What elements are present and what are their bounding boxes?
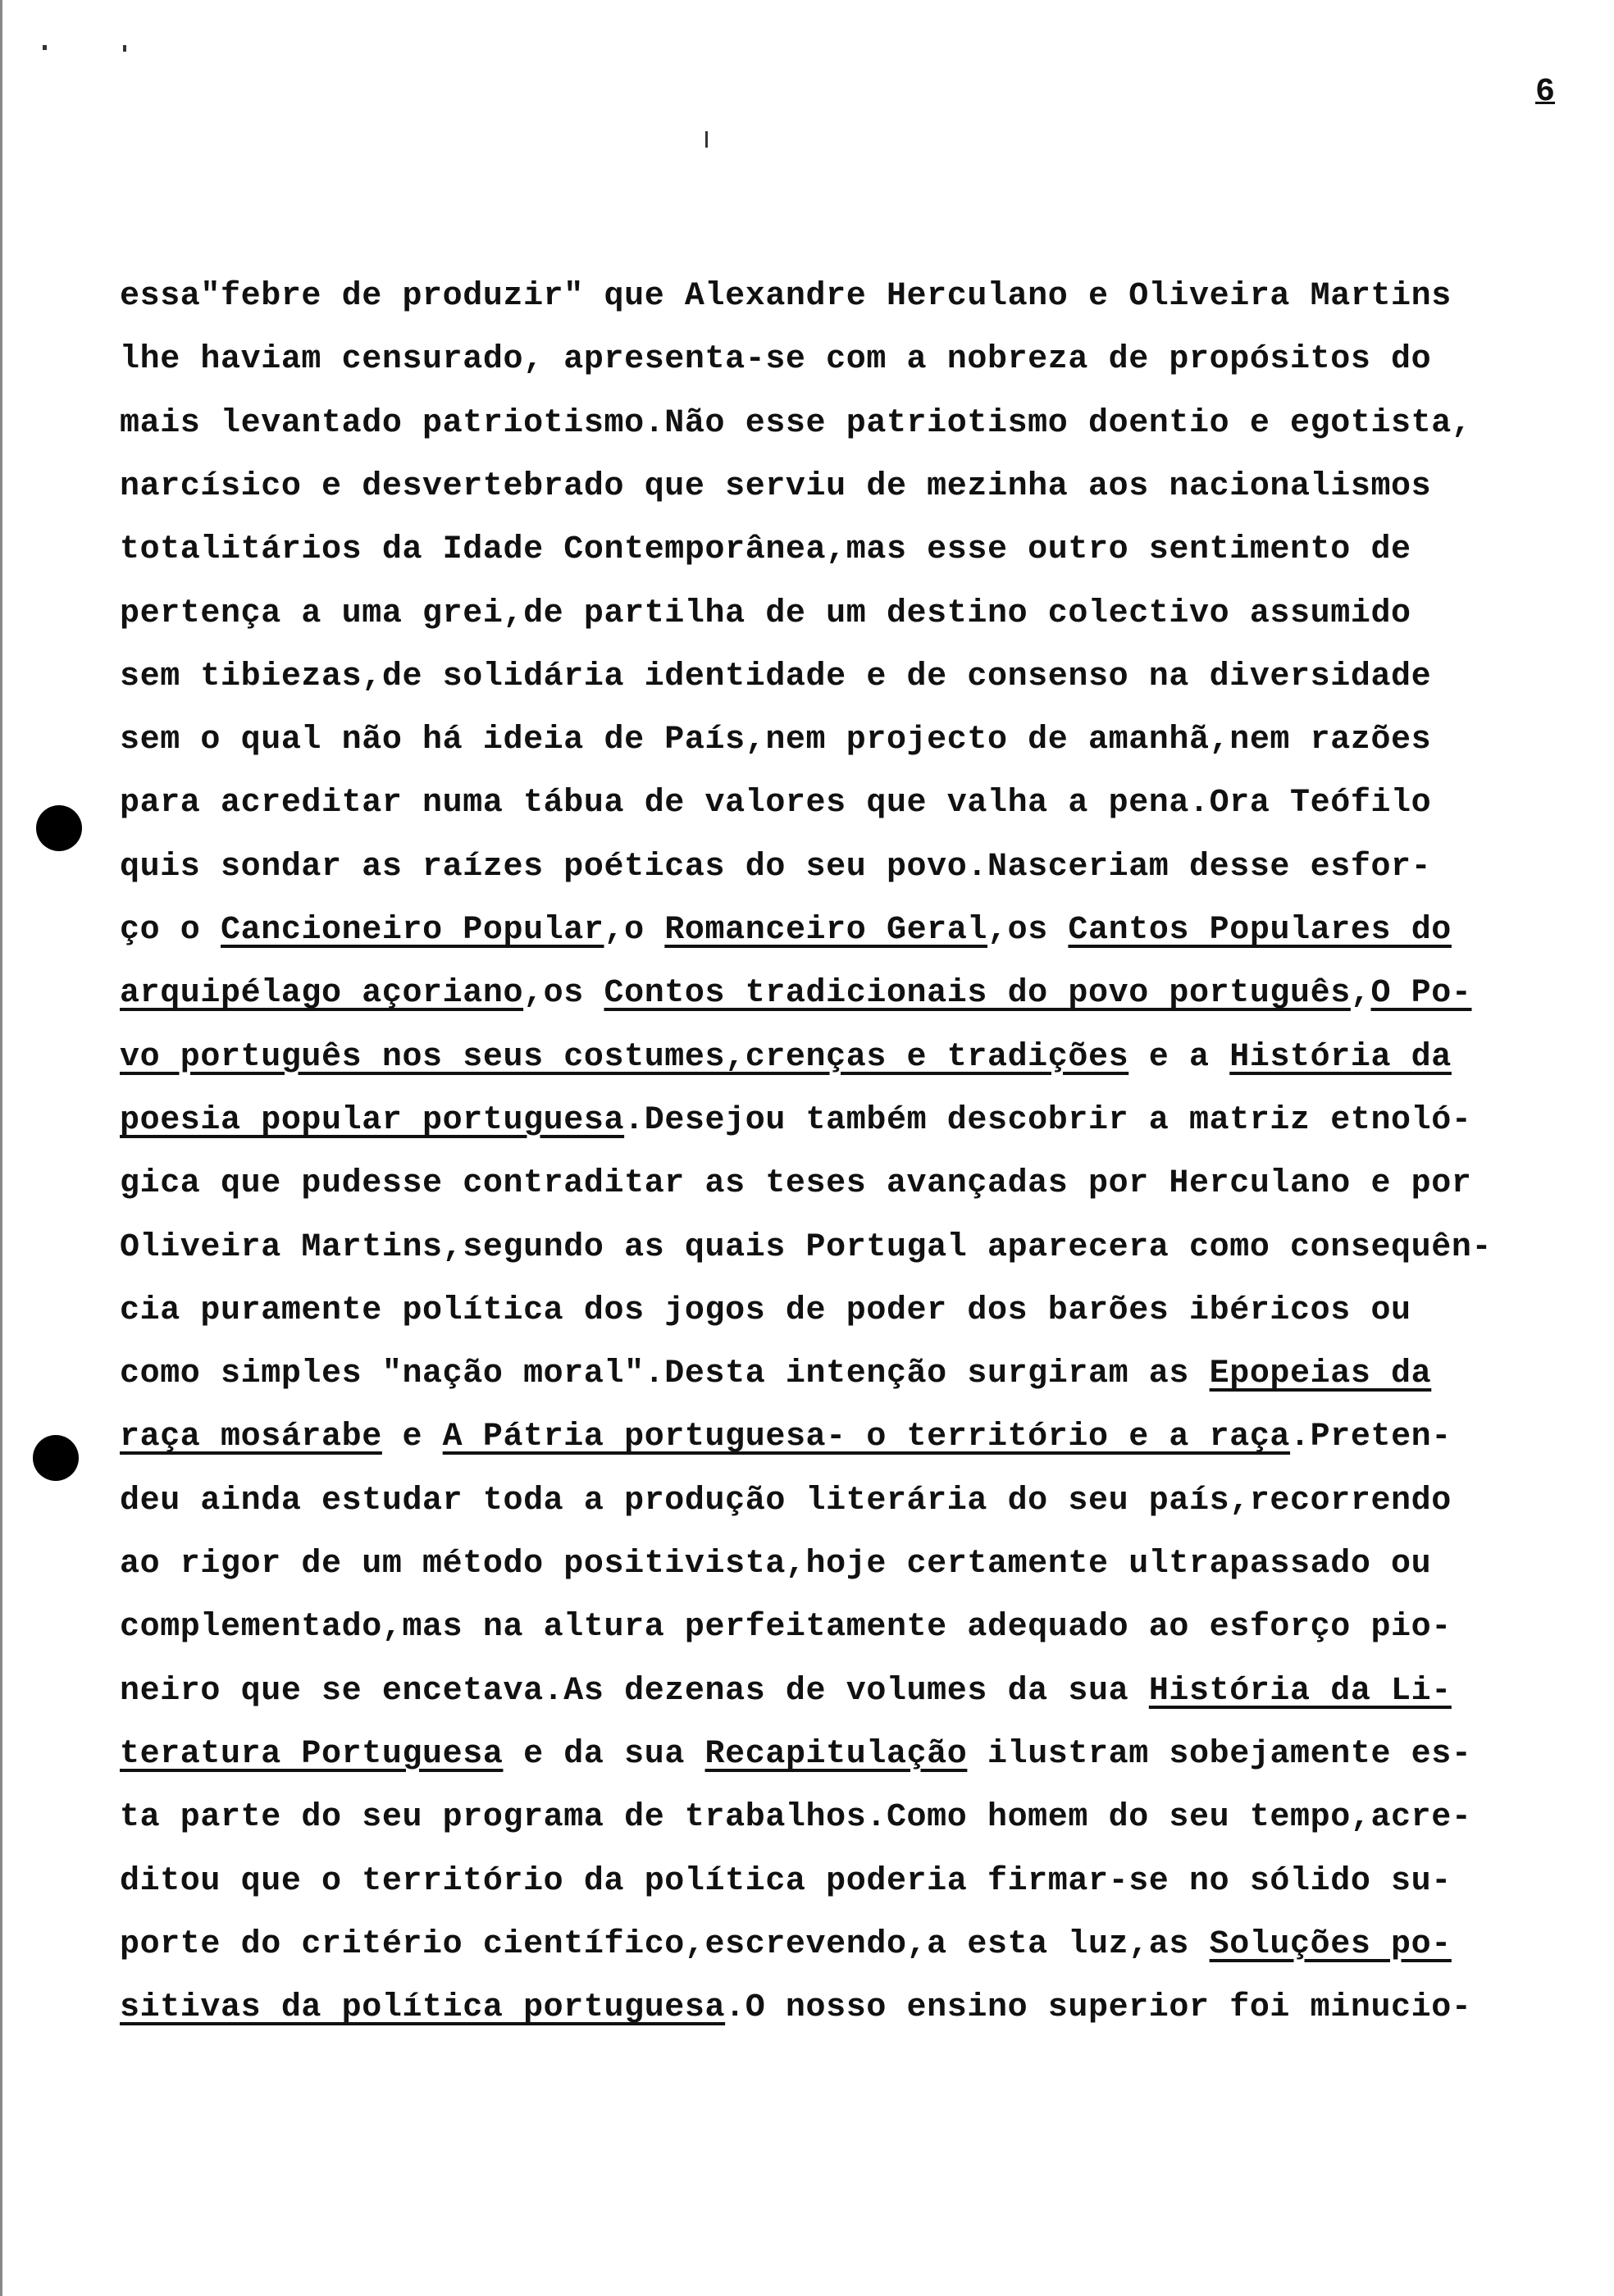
underlined-title: História da	[1229, 1038, 1452, 1076]
underlined-title: A Pátria portuguesa- o território e a raça	[442, 1419, 1291, 1456]
punch-hole	[36, 805, 82, 851]
text-line	[120, 1482, 1452, 1521]
text-run: sem tibiezas,de solidária identidade e de consenso na diversidade	[120, 658, 1432, 695]
underlined-title: vo português nos seus costumes,crenças e tradições	[120, 1038, 1129, 1076]
text-line	[120, 658, 1431, 697]
page-number: 6	[1535, 74, 1556, 111]
text-line	[120, 1798, 1471, 1838]
text-line	[120, 1038, 1452, 1077]
underlined-title: teratura Portuguesa	[120, 1735, 504, 1773]
scan-speck	[705, 131, 708, 148]
text-run: ,o	[604, 912, 665, 949]
text-line	[120, 1672, 1452, 1711]
text-line	[120, 1988, 1471, 2028]
underlined-title: sitivas da política portuguesa	[120, 1989, 726, 2027]
text-line	[120, 1735, 1472, 1774]
text-line	[120, 467, 1431, 507]
text-line	[120, 784, 1431, 823]
text-run: ,	[1350, 975, 1371, 1013]
text-run: cia puramente política dos jogos de poder dos barões ibéricos ou	[120, 1292, 1411, 1329]
text-run: e da sua	[503, 1735, 705, 1773]
text-run: deu ainda estudar toda a produção literária do seu país,recorrendo	[120, 1482, 1452, 1519]
underlined-title: História da Li-	[1148, 1672, 1452, 1710]
text-run: sem o qual não há ideia de País,nem projecto de amanhã,nem razões	[120, 722, 1432, 759]
text-line	[120, 531, 1411, 570]
underlined-title: poesia popular portuguesa	[120, 1101, 625, 1139]
text-line	[120, 974, 1472, 1014]
underlined-title: O Po-	[1370, 975, 1472, 1013]
text-run: ilustram sobejamente es-	[967, 1735, 1472, 1773]
text-run: lhe haviam censurado, apresenta-se com a nobreza de propósitos do	[120, 341, 1432, 379]
text-run: ao rigor de um método positivista,hoje certamente ultrapassado ou	[120, 1546, 1432, 1583]
scan-speck	[43, 45, 47, 50]
text-line	[120, 1292, 1411, 1331]
text-line	[120, 1862, 1452, 1902]
text-line	[120, 1355, 1431, 1394]
text-run: .Desejou também descobrir a matriz etnoló-	[624, 1101, 1472, 1139]
text-line	[120, 721, 1431, 760]
text-run: para acreditar numa tábua de valores que valha a pena.Ora Teófilo	[120, 785, 1432, 822]
underlined-title: Cancioneiro Popular	[221, 912, 604, 949]
text-line	[120, 1418, 1452, 1457]
text-run: totalitários da Idade Contemporânea,mas esse outro sentimento de	[120, 531, 1411, 569]
text-run: quis sondar as raízes poéticas do seu povo.Nasceriam desse esfor-	[120, 848, 1432, 886]
underlined-title: raça mosárabe	[120, 1419, 382, 1456]
underlined-title: Recapitulação	[704, 1735, 968, 1773]
text-run: neiro que se encetava.As dezenas de volumes da sua	[120, 1672, 1149, 1710]
underlined-title: Epopeias da	[1209, 1355, 1432, 1393]
text-run: .Preten-	[1290, 1419, 1452, 1456]
text-line	[120, 1925, 1452, 1965]
text-run: complementado,mas na altura perfeitamente adequado ao esforço pio-	[120, 1609, 1452, 1647]
text-line	[120, 1164, 1471, 1204]
scan-edge	[0, 0, 2, 2296]
text-run: essa"febre de produzir" que Alexandre Herculano e Oliveira Martins	[120, 278, 1452, 315]
punch-hole	[33, 1435, 79, 1481]
text-run: porte do critério científico,escrevendo,a esta luz,as	[120, 1925, 1210, 1963]
text-line	[120, 911, 1452, 950]
text-run: pertença a uma grei,de partilha de um destino colectivo assumido	[120, 594, 1411, 632]
text-run: ço o	[120, 912, 221, 949]
text-run: e	[381, 1419, 443, 1456]
text-run: ta parte do seu programa de trabalhos.Como homem do seu tempo,acre-	[120, 1799, 1472, 1837]
text-line	[120, 594, 1411, 634]
text-line	[120, 340, 1431, 380]
text-line	[120, 848, 1431, 887]
text-line	[120, 1228, 1492, 1268]
text-run: como simples "nação moral".Desta intenção surgiram as	[120, 1355, 1210, 1393]
text-run: ,os	[987, 912, 1069, 949]
text-run: gica que pudesse contraditar as teses avançadas por Herculano e por	[120, 1165, 1472, 1203]
text-line	[120, 1545, 1431, 1584]
text-run: Oliveira Martins,segundo as quais Portugal aparecera como consequên-	[120, 1228, 1493, 1266]
text-run: ,os	[523, 975, 604, 1013]
text-line	[120, 277, 1452, 317]
text-line	[120, 404, 1471, 444]
text-line	[120, 1101, 1471, 1141]
text-run: e a	[1128, 1038, 1230, 1076]
underlined-title: Romanceiro Geral	[664, 912, 987, 949]
text-run: .O nosso ensino superior foi minucio-	[725, 1989, 1472, 2027]
underlined-title: arquipélago açoriano	[120, 975, 524, 1013]
scan-speck	[123, 45, 126, 52]
text-run: narcísico e desvertebrado que serviu de mezinha aos nacionalismos	[120, 467, 1432, 505]
text-run: ditou que o território da política poderia firmar-se no sólido su-	[120, 1862, 1452, 1900]
underlined-title: Cantos Populares do	[1068, 912, 1452, 949]
underlined-title: Contos tradicionais do povo português	[604, 975, 1351, 1013]
text-line	[120, 1608, 1452, 1647]
text-run: mais levantado patriotismo.Não esse patriotismo doentio e egotista,	[120, 404, 1472, 442]
underlined-title: Soluções po-	[1209, 1925, 1452, 1963]
